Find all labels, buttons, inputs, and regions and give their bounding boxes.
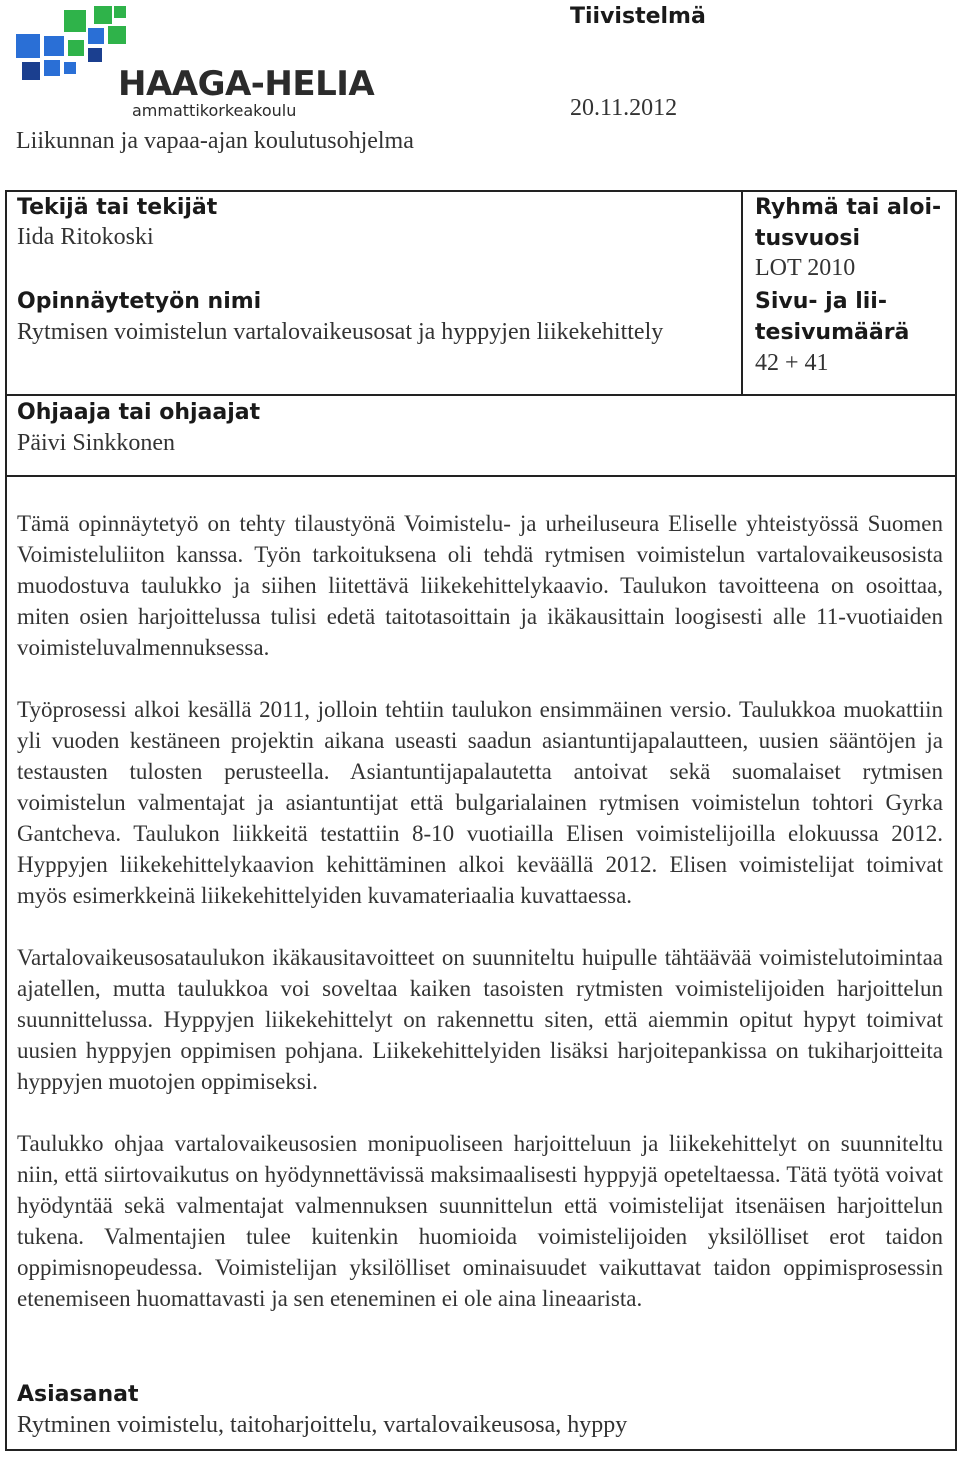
group-label-line2: tusvuosi <box>755 226 861 251</box>
pages-value: 42 + 41 <box>755 350 829 376</box>
abstract-body <box>17 508 943 1314</box>
author-label: Tekijä tai tekijät <box>17 195 218 220</box>
haaga-helia-logo <box>16 6 375 124</box>
abstract-paragraph: Taulukko ohjaa vartalovaikeusosien monipuoliseen harjoitteluun ja liikekehittelyt on suunniteltu niin, että siirtovaikutus on hyödynnettävissä maksimaalisesti hyppyjä opeteltaessa. Tätä työtä voivat hyödyntää sekä valmentajat valmennuksen suunnittelun että voimistelijat itsenäisen harjoittelun tukena. Valmentajien tulee kuitenkin huomioida voimistelijoiden yksilölliset erot taidon oppimisnopeudessa. Voimistelijan yksilölliset ominaisuudet vaikuttavat taidon oppimisprosessin etenemiseen huomattavasti ja sen eteneminen ei ole aina lineaarista. <box>17 1131 943 1311</box>
logo-squares-icon <box>16 6 126 86</box>
thesis-title-value: Rytmisen voimistelun vartalovaikeusosat ja hyppyjen liikekehittely <box>17 319 664 345</box>
logo-subtitle: ammattikorkeakoulu <box>132 101 297 120</box>
abstract-paragraph: Työprosessi alkoi kesällä 2011, jolloin tehtiin taulukon ensimmäinen versio. Taulukkoa muokattiin yli vuoden kestäneen projektin aikana useasti saadun asiantuntijapalautteen, uusien sääntöjen ja testausten tulosten perusteella. Asiantuntijapalautetta antoivat sekä suomalaiset rytmisen voimistelun valmentajat ja asiantuntijat että bulgarialainen rytmisen voimistelun tohtori Gyrka Gantcheva. Taulukon liikkeitä testattiin 8-10 vuotiailla Elisen voimistelijoilla elokuussa 2012. Hyppyjen liikekehittelykaavion kehittäminen alkoi keväällä 2012. Elisen voimistelijat toimivat myös esimerkkeinä liikekehittelyiden kuvamateriaalia kuvattaessa. <box>17 697 943 908</box>
thesis-title-label: Opinnäytetyön nimi <box>17 289 262 314</box>
group-value: LOT 2010 <box>755 255 856 281</box>
author-value: Iida Ritokoski <box>17 224 154 250</box>
pages-label-line2: tesivumäärä <box>755 320 910 345</box>
column-divider <box>741 190 743 395</box>
row-divider-upper <box>5 394 957 396</box>
row-divider-lower <box>5 475 957 477</box>
document-type: Tiivistelmä <box>570 4 706 29</box>
abstract-paragraph: Tämä opinnäytetyö on tehty tilaustyönä Voimistelu- ja urheiluseura Eliselle yhteistyössä Suomen Voimisteluliiton kanssa. Työn tarkoituksena oli tehdä rytmisen voimistelun vartalovaikeusosista muodostuva taulukko ja siihen liitettävä liikekehittelykaavio. Taulukon tavoitteena on osoittaa, miten osien harjoittelussa tulisi edetä taitotasoittain ja ikäkausittain loogisesti alle 11-vuotiaiden voimisteluvalmennuksessa. <box>17 511 943 660</box>
supervisor-label: Ohjaaja tai ohjaajat <box>17 400 261 425</box>
document-date: 20.11.2012 <box>570 95 678 121</box>
degree-programme: Liikunnan ja vapaa-ajan koulutusohjelma <box>16 128 414 154</box>
abstract-paragraph: Vartalovaikeusosataulukon ikäkausitavoitteet on suunniteltu huipulle tähtäävää voimistelutoimintaa ajatellen, mutta taulukkoa voi soveltaa kaiken tasoisten rytmisten voimistelijoiden harjoittelun suunnittelussa. Hyppyjen liikekehittelyt on rakennettu siten, että aiemmin opitut hypyt toimivat uusien hyppyjen oppimisen pohjana. Liikekehittelyiden lisäksi harjoitepankissa on tukiharjoitteita hyppyjen muotojen oppimiseksi. <box>17 945 943 1094</box>
keywords-value: Rytminen voimistelu, taitoharjoittelu, vartalovaikeusosa, hyppy <box>17 1412 628 1438</box>
pages-label-line1: Sivu- ja lii- <box>755 289 887 314</box>
keywords-label: Asiasanat <box>17 1382 139 1407</box>
group-label-line1: Ryhmä tai aloi- <box>755 195 942 220</box>
logo-name: HAAGA-HELIA <box>118 64 375 104</box>
supervisor-value: Päivi Sinkkonen <box>17 430 176 456</box>
